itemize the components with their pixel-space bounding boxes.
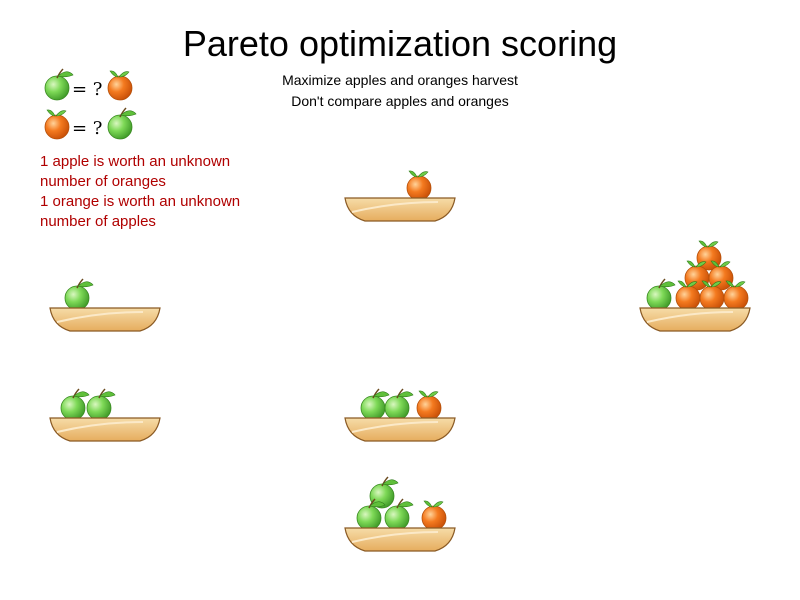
apple-icon xyxy=(108,108,136,139)
basket-2-apples-1-orange xyxy=(345,389,455,441)
basket-2-apples-0-oranges xyxy=(50,389,160,441)
subtitle-line-2: Don't compare apples and oranges xyxy=(291,93,509,109)
legend-note-line: number of oranges xyxy=(40,173,166,190)
orange-icon xyxy=(108,71,132,100)
basket-icon xyxy=(640,308,750,331)
legend-equation-text: = ? xyxy=(72,118,103,139)
apple-icon xyxy=(87,389,115,420)
apple-icon xyxy=(357,499,385,530)
legend-orange-equals-apples xyxy=(45,108,136,139)
basket-icon xyxy=(345,528,455,551)
apple-icon xyxy=(385,389,413,420)
legend-equation-text: = ? xyxy=(72,79,103,100)
basket-1-apple-0-oranges xyxy=(50,279,160,331)
apple-icon xyxy=(647,279,675,310)
legend-note-line: 1 orange is worth an unknown xyxy=(40,193,241,210)
subtitle-line-1: Maximize apples and oranges harvest xyxy=(282,72,518,88)
page-title: Pareto optimization scoring xyxy=(182,23,618,64)
legend-note-line: number of apples xyxy=(40,213,156,230)
apple-icon xyxy=(45,69,73,100)
basket-3-apples-1-orange xyxy=(345,477,455,551)
legend-apple-equals-oranges xyxy=(45,69,132,100)
orange-icon xyxy=(422,501,446,530)
basket-icon xyxy=(50,418,160,441)
orange-icon xyxy=(417,391,441,420)
basket-icon xyxy=(50,308,160,331)
legend-note xyxy=(40,153,240,230)
basket-icon xyxy=(345,418,455,441)
orange-icon xyxy=(45,110,69,139)
legend-note-line: 1 apple is worth an unknown xyxy=(40,153,231,170)
apple-icon xyxy=(61,389,89,420)
orange-icon xyxy=(407,171,431,200)
basket-1-apple-6-oranges xyxy=(640,241,750,331)
apple-icon xyxy=(65,279,93,310)
basket-icon xyxy=(345,198,455,221)
apple-icon xyxy=(361,389,389,420)
basket-0-apples-1-orange xyxy=(345,171,455,221)
